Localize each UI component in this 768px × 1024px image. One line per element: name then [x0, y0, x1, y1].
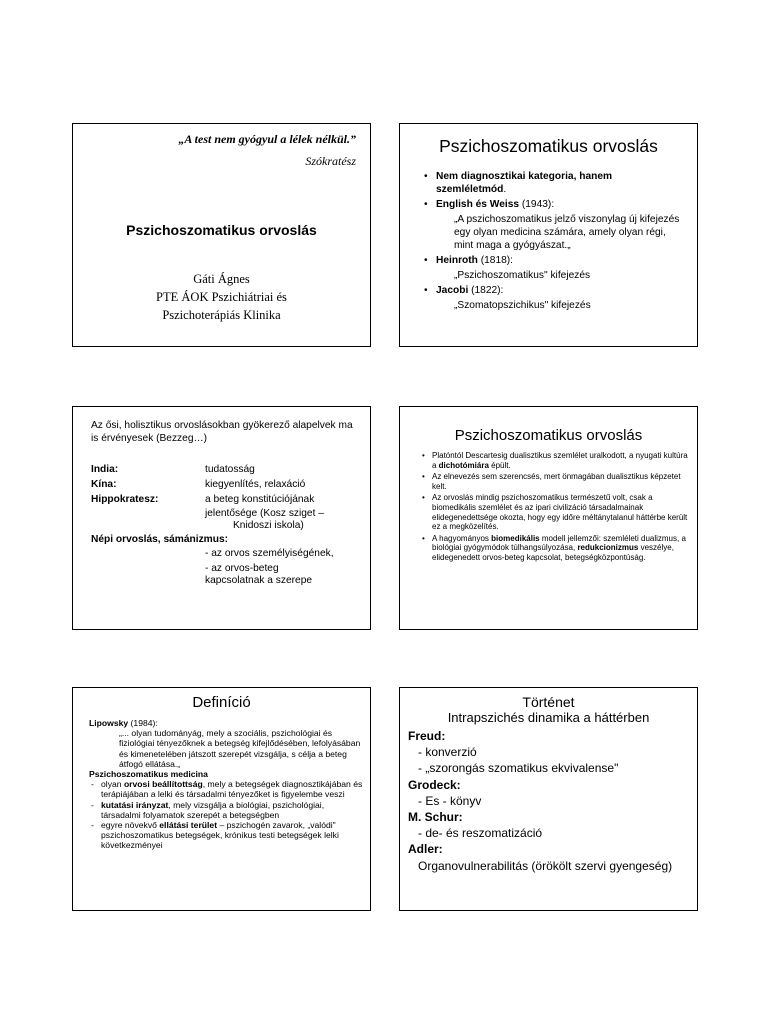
slide-body: [408, 728, 692, 874]
item-text: egyre növekvő: [101, 820, 160, 831]
bullet-text: veszélye, elidegenedett orvos-beteg kapcsolat, betegségközpontúság.: [432, 543, 674, 562]
subheading: [89, 769, 365, 779]
author-name: Gáti Ágnes: [193, 272, 250, 286]
bullet-bold: Heinroth: [436, 255, 478, 266]
value-india: tudatosság: [205, 464, 255, 475]
slide-body: [424, 170, 684, 314]
history-item: - konverzió: [418, 745, 477, 760]
bullet-bold: dichotómiára: [438, 460, 489, 470]
history-item: Organovulnerabilitás (örökölt szervi gyengeség): [418, 858, 673, 873]
bullet-bold: Jacobi: [436, 285, 469, 296]
subheading-text: Pszichoszomatikus medicina: [89, 769, 208, 780]
slide-subtitle: Intrapszichés dinamika a háttérben: [447, 710, 650, 725]
citation-author: Lipowsky: [89, 718, 129, 728]
author-affiliation: [73, 270, 370, 324]
slide-title: Pszichoszomatikus orvoslás: [439, 136, 658, 156]
history-name: Adler:: [408, 842, 443, 857]
value-nepi: - az orvos-beteg: [205, 563, 279, 574]
slide-psychosomatic-medicine: [399, 123, 698, 347]
item-text: – pszichogén zavarok, „valódi" pszichoszomatikus betegségek, krónikus testi betegségek lelki következményei: [101, 820, 339, 851]
history-item: - Es - könyv: [418, 793, 482, 808]
bullet-item: [422, 534, 690, 563]
bullet-text: (1943):: [519, 199, 555, 210]
slide-title: Pszichoszomatikus orvoslás: [126, 222, 317, 238]
affiliation-line: Pszichoterápiás Klinika: [162, 308, 281, 322]
bullet-item: • Az orvoslás mindig pszichoszomatikus természetű volt, csak a biomedikális szemlélet és az ipari civilizáció társadalmainak elidegenedettsége okozta, hogy egy időre méltánytalanul háttérbe került ez a megközelítés.: [422, 493, 690, 531]
item-text: olyan: [101, 779, 124, 790]
history-item: - „szorongás szomatikus ekvivalense": [418, 761, 619, 776]
slide-title: Történet: [522, 694, 575, 710]
label-kina: Kína:: [91, 479, 117, 490]
sub-item: „Pszichoszomatikus" kifejezés: [454, 270, 591, 281]
value-hippokratesz-cont: Knidoszi iskola): [233, 520, 304, 531]
value-nepi: - az orvos személyiségének,: [205, 548, 334, 559]
bullet-text: épült.: [488, 460, 511, 470]
item-bold: ellátási terület: [159, 820, 218, 831]
bullet-item: [424, 284, 684, 297]
citation-year: (1984):: [128, 718, 158, 728]
slide-history: [399, 687, 698, 911]
slide-title: Pszichoszomatikus orvoslás: [454, 427, 643, 444]
slide-definition: [72, 687, 371, 911]
sub-item: „Szomatopszichikus" kifejezés: [454, 300, 591, 311]
history-item: - de- és reszomatizáció: [418, 826, 543, 841]
slide-body: [422, 451, 690, 565]
sub-item: „A pszichoszomatikus jelző viszonylag új kifejezés egy olyan medicina számára, amely olyan régi, mint maga a gyógyászat.„: [454, 214, 680, 251]
slide-dualism: [399, 406, 698, 630]
label-nepi: Népi orvoslás, sámánizmus:: [91, 534, 229, 545]
slide-intro: Az ősi, holisztikus orvoslásokban gyökerező alapelvek ma is érvényesek (Bezzeg…): [91, 420, 353, 444]
history-name: Freud:: [408, 729, 446, 743]
bullet-item: [424, 254, 684, 267]
value-kina: kiegyenlítés, relaxáció: [205, 479, 306, 490]
dash-item: [89, 800, 365, 820]
dash-item: [89, 820, 365, 851]
value-hippokratesz: a beteg konstitúciójának: [205, 494, 315, 505]
citation: [89, 718, 365, 728]
bullet-text: Platóntól Descartesig dualisztikus szemlélet uralkodott, a nyugati kultúra a: [432, 451, 688, 470]
affiliation-line: PTE ÁOK Pszichiátriai és: [156, 290, 287, 304]
label-hippokratesz: Hippokratesz:: [91, 494, 159, 505]
bullet-text: (1822):: [468, 285, 504, 296]
item-text: , mely vizsgálja a biológiai, pszichológiai, társadalmi folyamatok szerepét a betegségben: [101, 799, 325, 820]
item-text: , mely a betegségek diagnosztikájában és terápiájában a lelki és társadalmi tényezőket is figyelembe veszi: [101, 779, 363, 800]
bullet-item: [422, 451, 690, 470]
history-name: Grodeck:: [408, 777, 461, 792]
bullet-text: A hagyományos: [432, 533, 492, 543]
slide-title-page: [72, 123, 371, 347]
bullet-item: • Az elnevezés sem szerencsés, mert önmagában dualisztikus képzetet kelt.: [422, 472, 690, 491]
slide-title: Definíció: [192, 694, 251, 711]
motto-author: Szókratész: [305, 154, 356, 168]
bullet-item: [424, 198, 684, 211]
bullet-bold: English és Weiss: [436, 199, 520, 210]
bullet-item: • Nem diagnosztikai kategoria, hanem szemléletmód.: [424, 170, 684, 196]
definition-quote: „... olyan tudományág, mely a szociális, pszichológiai és fiziológiai tényezőknek a betegség kifejlődésében, lefolyásában és kimenetelében játszott szerepét vizsgálja, s célja a beteg átfogó ellátása.„: [119, 728, 361, 769]
bullet-text: modell jellemzői: szemléleti dualizmus, a biológiai gyógymódok túlhangsúlyozása,: [432, 533, 686, 553]
bullet-bold: biomedikális: [491, 533, 540, 543]
value-nepi: kapcsolatnak a szerepe: [205, 575, 313, 586]
slide-body: [89, 718, 365, 851]
bullet-text: (1818):: [477, 255, 513, 266]
motto-quote: „A test nem gyógyul a lélek nélkül.”: [178, 132, 356, 146]
bullet-text: Nem diagnosztikai kategoria, hanem szemléletmód: [436, 171, 613, 195]
value-hippokratesz-cont: jelentősége (Kosz sziget –: [205, 508, 324, 519]
bullet-bold: redukcionizmus: [577, 543, 639, 553]
item-bold: orvosi beállítottság: [123, 779, 203, 790]
item-bold: kutatási irányzat: [101, 799, 169, 810]
history-name: M. Schur:: [408, 810, 463, 825]
slide-holistic-origins: [72, 406, 371, 630]
dash-item: [89, 779, 365, 799]
label-india: India:: [91, 464, 119, 475]
